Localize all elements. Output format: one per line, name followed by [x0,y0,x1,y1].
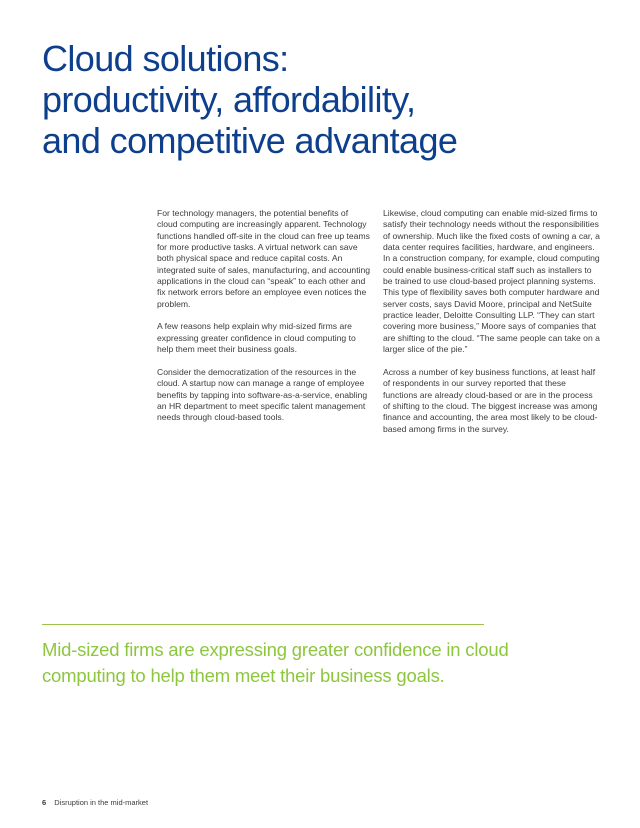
pull-quote-divider [42,624,484,625]
body-paragraph: Likewise, cloud computing can enable mid-sized firms to satisfy their technology needs without the responsibilities of ownership. Much like the fixed costs of owning a car, a data center requires facilities, hardware, and engineers. In a construction company, for example, cloud computing could enable business-critical staff such as installers to be trained to use cloud-based project planning systems. This type of flexibility saves both computer hardware and server costs, says David Moore, principal and NetSuite practice leader, Deloitte Consulting LLP. “They can start covering more business,” Moore says of companies that are shifting to the cloud. “The same people can take on a larger slice of the pie.” [383,208,600,355]
page-title-line: Cloud solutions: [42,38,289,79]
page-title-line: productivity, affordability, [42,79,416,120]
body-paragraph: Consider the democratization of the resources in the cloud. A startup now can manage a range of employee benefits by tapping into software-as-a-service, enabling an HR department to meet specific talent management needs through cloud-based tools. [157,366,368,423]
body-paragraph: For technology managers, the potential benefits of cloud computing are increasingly apparent. Technology functions handled off-site in the cloud can free up teams for more productive tasks. A virtual network can save both physical space and reduce capital costs. An integrated suite of sales, manufacturing, and accounting applications in the cloud can “speak” to each other and fix network errors before an employee even notices the problem. [157,208,371,309]
page-number: 6 [42,798,47,807]
page-footer [42,798,148,807]
page-title-line: and competitive advantage [42,120,458,161]
body-column-right [383,208,601,446]
body-paragraph: A few reasons help explain why mid-sized firms are expressing greater confidence in cloud computing to help them meet their business goals. [157,321,356,355]
body-paragraph: Across a number of key business functions, at least half of respondents in our survey reported that these functions are already cloud-based or are in the process of shifting to the cloud. The biggest increase was among finance and accounting, the area most likely to be cloud-based among firms in the survey. [383,366,598,434]
body-column-left [157,208,371,435]
page-title [42,38,602,161]
footer-section-title: Disruption in the mid-market [54,798,149,807]
pull-quote: Mid-sized firms are expressing greater confidence in cloud computing to help them meet their business goals. [42,639,509,686]
